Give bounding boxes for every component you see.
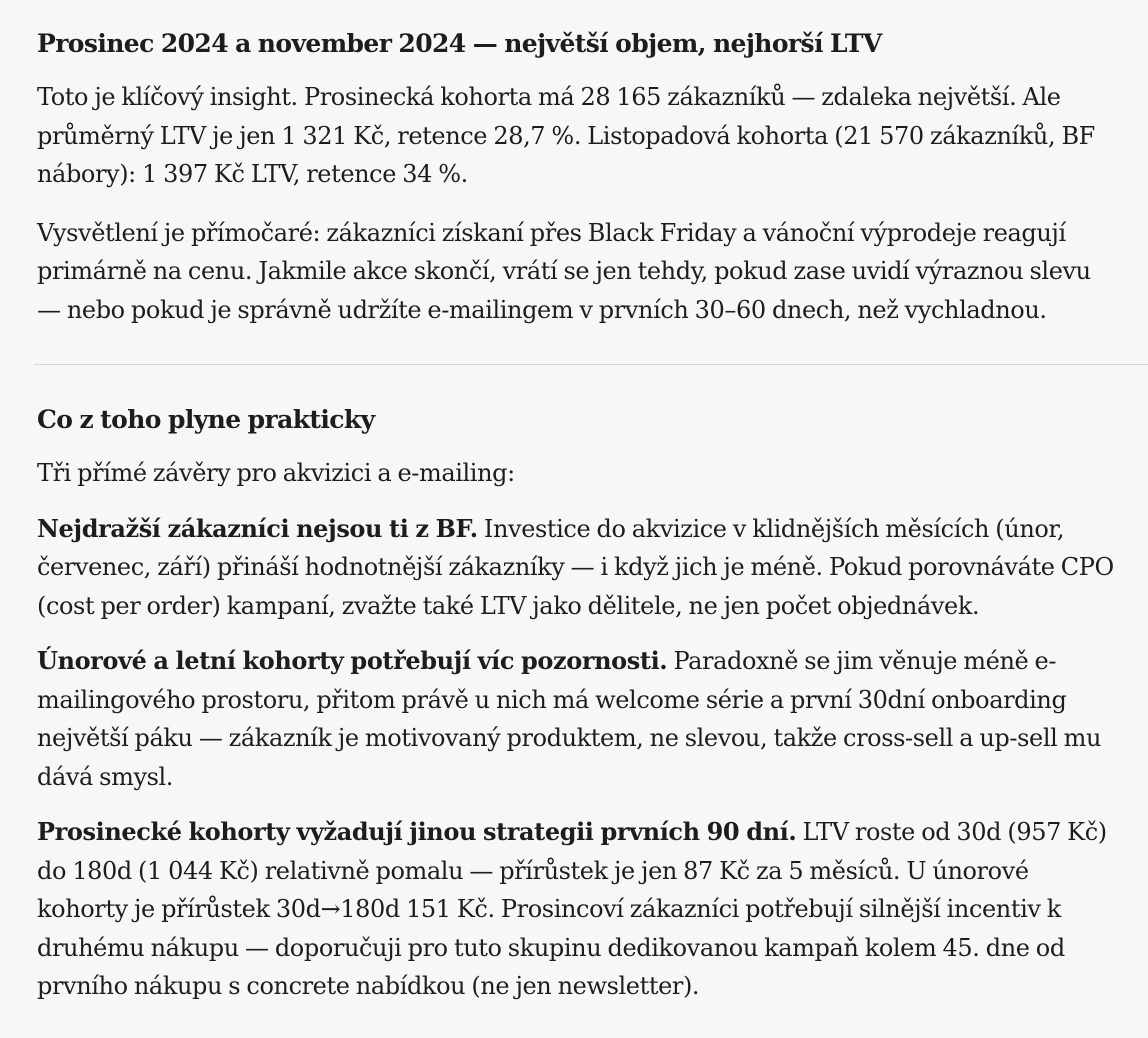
takeaway-paragraph [37,813,1117,1006]
takeaway-text: Paradoxně se jim věnuje méně e-mailingového prostoru, přitom právě u nich má welcome série a první 30dní onboarding největší páku — zákazník je motivovaný produktem, ne slevou, takže cross-sell a up-sell mu dává smysl. [37,647,1102,791]
paragraph: Vysvětlení je přímočaré: zákazníci získaní přes Black Friday a vánoční výprodeje reagují primárně na cenu. Jakmile akce skončí, vrátí se jen tehdy, pokud zase uvidí výraznou slevu — nebo pokud je správně udržíte e-mailingem v prvních 30–60 dnech, než vychladnou. [37,218,1091,324]
section-heading: Prosinec 2024 a november 2024 — největší objem, nejhorší LTV [37,29,882,58]
takeaway-text: LTV roste od 30d (957 Kč) do 180d (1 044 Kč) relativně pomalu — přírůstek je jen 87 Kč za 5 měsíců. U únorové kohorty je přírůstek 30d→180d 151 Kč. Prosincoví zákazníci potřebují silnější incentiv k druhému nákupu — doporučuji pro tuto skupinu dedikovanou kampaň kolem 45. dne od prvního nákupu s concrete nabídkou (ne jen newsletter). [37,818,1107,1000]
intro-paragraph: Tři přímé závěry pro akvizici a e-mailing: [37,459,515,487]
takeaway-lead: Prosinecké kohorty vyžadují jinou strategii prvních 90 dní. [37,817,797,846]
takeaway-paragraph [37,642,1117,796]
section-december-november [37,24,1117,329]
takeaway-paragraph [37,510,1117,626]
takeaway-text: Investice do akvizice v klidnějších měsících (únor, červenec, září) přináší hodnotnější zákazníky — i když jich je méně. Pokud porovnáváte CPO (cost per order) kampaní, zvažte také LTV jako dělitele, ne jen počet objednávek. [37,514,1114,620]
section-heading: Co z toho plyne prakticky [37,405,375,434]
section-divider [34,364,1148,365]
takeaway-lead: Únorové a letní kohorty potřebují víc pozornosti. [37,646,668,675]
paragraph: Toto je klíčový insight. Prosinecká kohorta má 28 165 zákazníků — zdaleka největší. Ale průměrný LTV je jen 1 321 Kč, retence 28,7 %. Listopadová kohorta (21 570 zákazníků, BF nábory): 1 397 Kč LTV, retence 34 %. [37,83,1095,188]
section-practical-takeaways [37,400,1117,1006]
takeaway-lead: Nejdražší zákazníci nejsou ti z BF. [37,513,478,543]
